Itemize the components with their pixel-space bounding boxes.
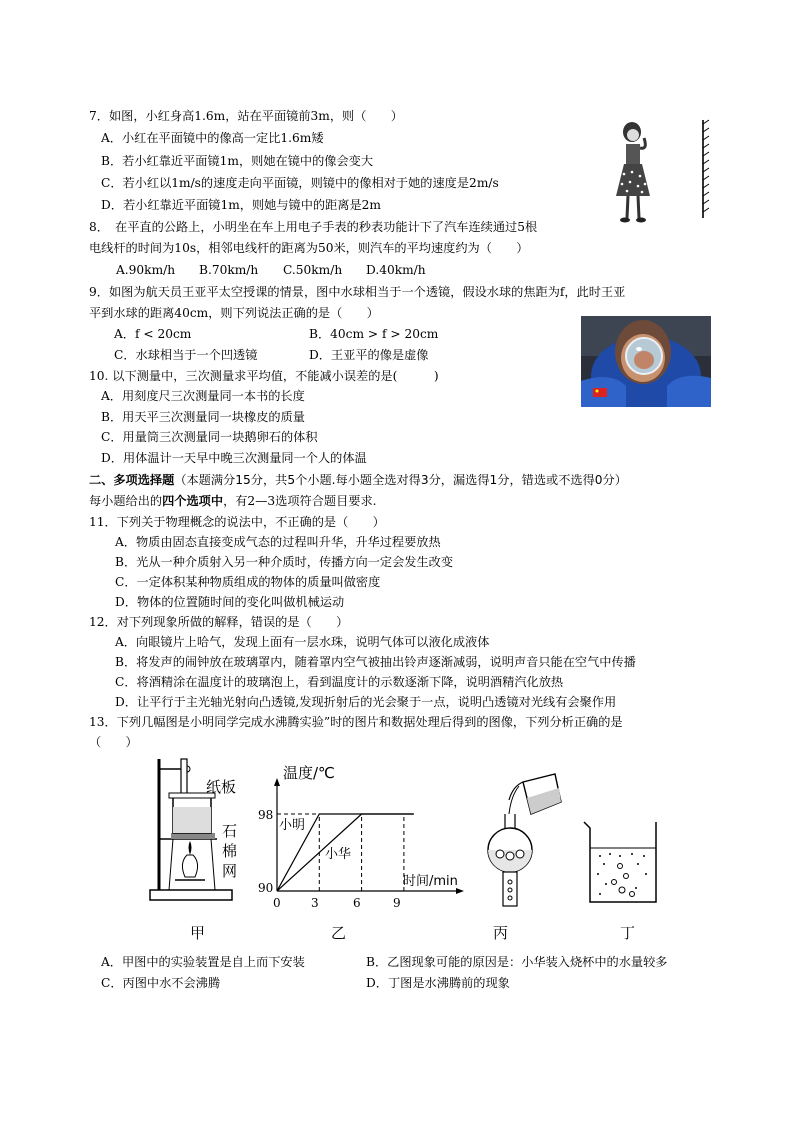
q13-option-d: D．丁图是水沸腾前的现象: [366, 976, 510, 990]
figure-ding-beaker: [580, 818, 665, 908]
q9-option-a: A．f < 20cm: [114, 327, 192, 341]
chart-series-label-xiaohua: 小华: [325, 847, 352, 862]
q13-option-c: C．丙图中水不会沸腾: [101, 976, 221, 990]
q7-option-d: D．若小红靠近平面镜1m，则她与镜中的距离是2m: [101, 198, 381, 212]
caption-bing: 丙: [493, 924, 509, 942]
water-ball-photo: [581, 316, 711, 407]
chart-tick-x-3: 3: [311, 896, 319, 910]
q8-option-d: D.40km/h: [366, 263, 426, 277]
q9-stem-line2: 平到水球的距离40cm，则下列说法正确的是（ ）: [89, 306, 379, 320]
chart-ylabel: 温度/℃: [283, 764, 335, 782]
q12-stem: 12．对下列现象所做的解释，错误的是（ ）: [89, 615, 349, 629]
q8-option-a: A.90km/h: [116, 263, 176, 277]
q9-stem-line1: 9．如图为航天员王亚平太空授课的情景，图中水球相当于一个透镜，假设水球的焦距为f，此时王亚: [89, 285, 626, 299]
q8-option-c: C.50km/h: [283, 263, 343, 277]
q8-stem-line1: 8． 在平直的公路上，小明坐在车上用电子手表的秒表功能计下了汽车连续通过5根: [89, 220, 538, 234]
section-2-instruction: [89, 493, 377, 509]
chart-tick-x-6: 6: [353, 896, 361, 910]
q13-stem-line1: 13．下列几幅图是小明同学完成水沸腾实验”时的图片和数据处理后得到的图像，下列分析正确的是: [89, 715, 623, 729]
q8-option-b: B.70km/h: [199, 263, 259, 277]
q7-option-a: A．小红在平面镜中的像高一定比1.6m矮: [101, 131, 324, 145]
q10-option-a: A．用刻度尺三次测量同一本书的长度: [101, 389, 305, 403]
q11-stem: 11．下列关于物理概念的说法中，不正确的是（ ）: [89, 515, 385, 529]
q9-option-b: B．40cm > f > 20cm: [309, 327, 439, 341]
q8-stem-line2: 电线杆的时间为10s，相邻电线杆的距离为50米，则汽车的平均速度约为（ ）: [89, 241, 529, 255]
q13-option-a: A．甲图中的实验装置是自上而下安装: [101, 955, 305, 969]
section-2-instruction-c: ，有2—3选项符合题目要求.: [223, 494, 377, 508]
q12-option-a: A．向眼镜片上哈气，发现上面有一层水珠，说明气体可以液化成液体: [115, 635, 490, 649]
caption-ding: 丁: [620, 924, 636, 942]
figure-yi-chart: [255, 760, 470, 915]
q7-option-b: B．若小红靠近平面镜1m，则她在镜中的像会变大: [101, 154, 374, 168]
q10-option-c: C．用量筒三次测量同一块鹅卵石的体积: [101, 430, 318, 444]
caption-jia: 甲: [190, 924, 206, 942]
label-board: 纸板: [206, 778, 237, 796]
q11-option-d: D．物体的位置随时间的变化叫做机械运动: [115, 595, 345, 609]
q9-option-d: D．王亚平的像是虚像: [309, 348, 429, 362]
q11-option-b: B．光从一种介质射入另一种介质时，传播方向一定会发生改变: [115, 555, 454, 569]
label-asbestos-1: 石: [222, 822, 238, 840]
section-2-header: [89, 472, 627, 488]
q12-option-b: B．将发声的闹钟放在玻璃罩内，随着罩内空气被抽出铃声逐渐减弱，说明声音只能在空气中传播: [115, 655, 636, 669]
q7-stem: 7．如图，小红身高1.6m，站在平面镜前3m，则（ ）: [89, 109, 403, 123]
chart-tick-x-9: 9: [393, 896, 401, 910]
chart-tick-x-0: 0: [273, 896, 281, 910]
q12-option-c: C．将酒精涂在温度计的玻璃泡上，看到温度计的示数逐渐下降，说明酒精汽化放热: [115, 675, 564, 689]
label-asbestos-3: 网: [222, 862, 238, 880]
chart-tick-y-98: 98: [258, 808, 274, 822]
chart-xlabel: 时间/min: [403, 874, 458, 889]
q13-stem-line2: （ ）: [89, 735, 138, 749]
girl-mirror-figure: [610, 118, 715, 233]
q12-option-d: D．让平行于主光轴光射向凸透镜,发现折射后的光会聚于一点，说明凸透镜对光线有会聚作用: [115, 695, 617, 709]
chart-series-label-xiaoming: 小明: [279, 818, 306, 833]
figure-bing-flask: [475, 772, 570, 912]
section-2-rule: （本题满分15分，共5个小题.每小题全选对得3分，漏选得1分，错选或不选得0分）: [174, 473, 627, 487]
chart-y-arrow: [274, 778, 280, 786]
q11-option-c: C．一定体积某种物质组成的物体的质量叫做密度: [115, 575, 381, 589]
q9-option-c: C．水球相当于一个凹透镜: [114, 348, 258, 362]
q10-option-d: D．用体温计一天早中晚三次测量同一个人的体温: [101, 451, 367, 465]
q7-option-c: C．若小红以1m/s的速度走向平面镜，则镜中的像相对于她的速度是2m/s: [101, 176, 499, 190]
section-2-instruction-a: 每小题给出的: [89, 494, 163, 508]
chart-tick-y-90: 90: [258, 881, 274, 895]
section-2-title: 二、多项选择题: [89, 473, 175, 487]
q13-option-b: B．乙图现象可能的原因是：小华装入烧杯中的水量较多: [366, 955, 668, 969]
section-2-instruction-b: 四个选项中: [162, 494, 224, 508]
q11-option-a: A．物质由固态直接变成气态的过程叫升华，升华过程要放热: [115, 535, 441, 549]
caption-yi: 乙: [331, 924, 347, 942]
label-asbestos-2: 棉: [222, 842, 238, 860]
q10-option-b: B．用天平三次测量同一块橡皮的质量: [101, 410, 305, 424]
q10-stem: 10. 以下测量中，三次测量求平均值，不能减小误差的是( ): [89, 369, 439, 383]
